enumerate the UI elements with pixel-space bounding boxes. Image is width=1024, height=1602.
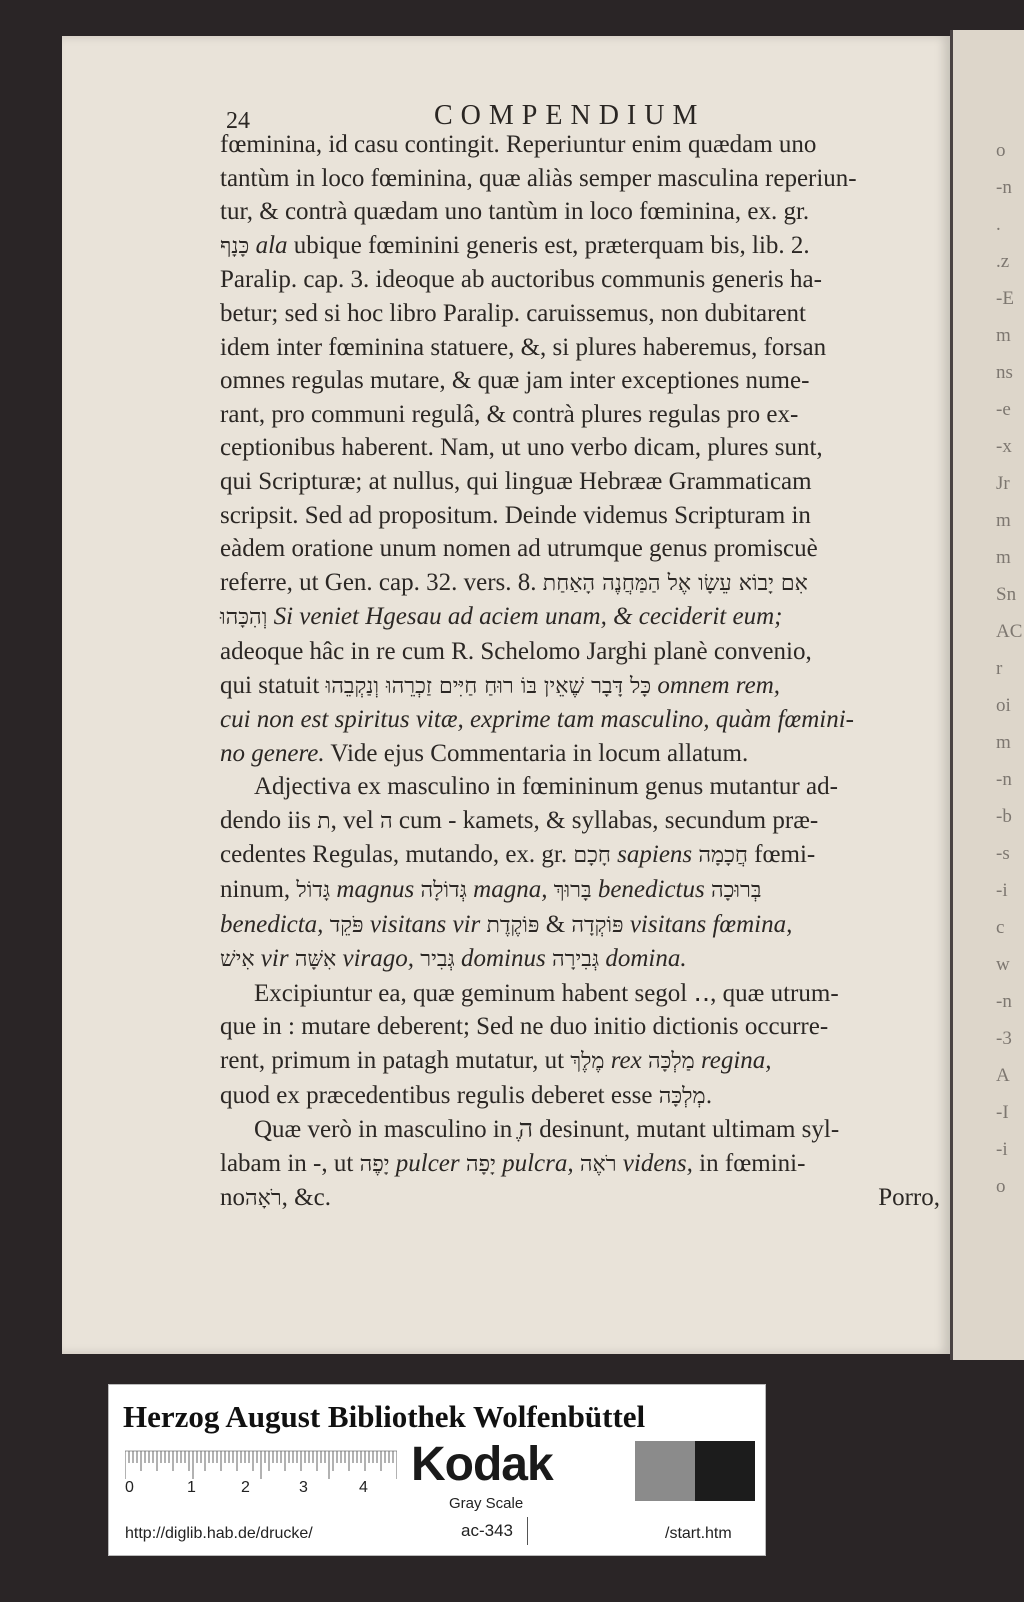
margin-fragment: -x: [996, 436, 1012, 457]
italic-gloss: pulcra,: [502, 1149, 574, 1177]
text-line: rent, primum in patagh mutatur, ut: [220, 1047, 565, 1075]
text-line: omnes regulas mutare, & quæ jam inter exceptiones nume-: [220, 367, 810, 395]
margin-fragment: -i: [996, 1139, 1008, 1160]
margin-fragment: m: [996, 325, 1011, 346]
hebrew-phrase: אִם יָבוֹא עֵשָׂו אֶל הַמַּחֲנֶה הָאַחַת: [542, 570, 808, 596]
hebrew-word: יָפֶה: [359, 1151, 390, 1177]
hebrew-word: אִשָּׁה: [294, 947, 337, 973]
text-line: no: [220, 1184, 245, 1212]
margin-fragment: Sn: [996, 584, 1017, 605]
margin-fragment: Jr: [996, 473, 1010, 494]
text-line: fœminina, id casu contingit. Reperiuntur enim quædam uno: [220, 131, 817, 158]
text-line: Quæ verò in masculino in ֶה desinunt, mutant ultimam syl-: [254, 1116, 840, 1144]
ruler-label: 1: [187, 1479, 196, 1496]
text-line: fœmi-: [754, 841, 816, 869]
text-line: ubique fœminini generis est, præterquam bis, lib. 2.: [293, 231, 810, 259]
italic-gloss: benedicta,: [220, 910, 324, 938]
margin-fragment: -E: [996, 288, 1014, 309]
margin-fragment: c: [996, 917, 1005, 938]
italic-gloss: dominus: [461, 945, 546, 973]
text-line: , vel: [330, 806, 374, 834]
italic-gloss: virago,: [342, 945, 415, 973]
italic-gloss: sapiens: [617, 841, 693, 869]
text-line: rant, pro communi regulâ, & contrà plures regulas pro ex-: [220, 400, 799, 428]
hebrew-word: בָּרוּךְ: [553, 878, 592, 904]
hebrew-word: רֹאֶה: [579, 1151, 617, 1177]
margin-fragment: -n: [996, 991, 1012, 1012]
margin-fragment: A: [996, 1065, 1010, 1086]
italic-gloss: magna,: [473, 876, 548, 904]
italic-gloss: benedictus: [597, 876, 705, 904]
text-line: dendo iis: [220, 806, 311, 834]
margin-fragment: -3: [996, 1028, 1012, 1049]
library-name: Herzog August Bibliothek Wolfenbüttel: [123, 1399, 646, 1434]
margin-fragment: ns: [996, 362, 1013, 383]
text-line: , &c.: [281, 1184, 331, 1212]
hebrew-word: בְּרוּכָה: [710, 878, 762, 904]
text-line: qui statuit: [220, 671, 320, 699]
text-line: scripsit. Sed ad propositum. Deinde videmus Scripturam in: [220, 501, 811, 529]
margin-fragment: AC: [996, 621, 1023, 642]
kodak-logo: Kodak: [411, 1438, 553, 1491]
ruler-label: 4: [359, 1479, 368, 1496]
margin-fragment: -e: [996, 399, 1011, 420]
margin-fragment: w: [996, 954, 1010, 975]
hebrew-word: חָכָם: [573, 843, 611, 869]
margin-fragment: -i: [996, 880, 1008, 901]
body-text: [220, 128, 940, 1216]
margin-fragment: -n: [996, 769, 1012, 790]
margin-fragment: m: [996, 732, 1011, 753]
text-line: Adjectiva ex masculino in fœmininum genus mutantur ad-: [254, 773, 838, 801]
text-line: &: [545, 910, 566, 938]
italic-gloss: no genere.: [220, 739, 325, 767]
italic-gloss: visitans fœmina,: [629, 910, 793, 938]
margin-fragment: m: [996, 547, 1011, 568]
ruler-label: 3: [299, 1479, 308, 1496]
catchword: Porro,: [878, 1184, 940, 1212]
italic-gloss: rex: [610, 1047, 642, 1075]
text-line: Excipiuntur ea, quæ geminum habent segol ‥, quæ utrum-: [254, 979, 839, 1007]
text-line: in fœmini-: [699, 1149, 806, 1177]
text-line: labam in ‐, ut: [220, 1149, 354, 1177]
text-line: Paralip. cap. 3. ideoque ab auctoribus communis generis ha-: [220, 266, 822, 294]
italic-gloss: videns,: [622, 1149, 693, 1177]
text-line: Vide ejus Commentaria in locum allatum.: [330, 739, 749, 767]
margin-fragment: r: [996, 658, 1003, 679]
hebrew-word: פּוֹקֶדֶת: [486, 912, 540, 938]
gray-patch-black: [695, 1441, 755, 1501]
page-number: 24: [226, 108, 250, 134]
margin-fragment: o: [996, 1176, 1006, 1197]
ruler-label: 0: [125, 1479, 134, 1496]
text-line: que in : mutare deberent; Sed ne duo initio dictionis occurre-: [220, 1013, 829, 1041]
margin-fragment: oi: [996, 695, 1011, 716]
hebrew-word: מֶלֶךְ: [570, 1049, 605, 1075]
ruler-scale: [125, 1445, 397, 1479]
paragraph: [220, 128, 940, 770]
hebrew-word: מַלְכָּה: [647, 1049, 695, 1075]
hebrew-word: גָּדוֹל: [296, 878, 331, 904]
hebrew-word: חֲכָמָה: [698, 843, 748, 869]
hebrew-word: אִישׁ: [220, 947, 255, 973]
italic-gloss: domina.: [605, 945, 687, 973]
italic-gloss: regina,: [700, 1047, 772, 1075]
text-line: cedentes Regulas, mutando, ex. gr.: [220, 841, 568, 869]
margin-fragment: -I: [996, 1102, 1009, 1123]
text-line: referre, ut Gen. cap. 32. vers. 8.: [220, 568, 537, 596]
text-line: quod ex præcedentibus regulis deberet esse: [220, 1081, 653, 1109]
text-line: cum ‐ kamets, & syllabas, secundum præ-: [398, 806, 819, 834]
facing-page-edge: [950, 30, 1024, 1360]
italic-gloss: magnus: [336, 876, 415, 904]
hebrew-word: פֹּקֵד: [329, 912, 364, 938]
hebrew-letter: ת: [317, 808, 331, 834]
hebrew-word: גְּבִירָה: [551, 947, 600, 973]
hebrew-word: מְלְכָּה.: [658, 1083, 713, 1109]
ruler-label: 2: [241, 1479, 250, 1496]
hebrew-word: רֹאָה: [245, 1186, 282, 1212]
italic-gloss: omnem rem,: [657, 671, 780, 699]
color-target: [108, 1384, 766, 1556]
margin-fragment: .: [996, 214, 1001, 235]
italic-gloss: vir: [260, 945, 289, 973]
paragraph: [220, 977, 940, 1113]
italic-gloss: Si veniet Hgesau ad aciem unam, & ceciderit eum;: [273, 603, 783, 631]
margin-fragment: -b: [996, 806, 1012, 827]
margin-fragment: o: [996, 140, 1006, 161]
hebrew-word: יָפָה: [465, 1151, 496, 1177]
italic-gloss: pulcer: [395, 1149, 460, 1177]
text-line: idem inter fœminina statuere, &, si plures haberemus, forsan: [220, 333, 827, 361]
text-line: ninum,: [220, 876, 291, 904]
text-line: betur; sed si hoc libro Paralip. caruissemus, non dubitarent: [220, 299, 806, 327]
margin-fragment: m: [996, 510, 1011, 531]
gray-scale-label: Gray Scale: [449, 1495, 524, 1512]
text-line: adeoque hâc in re cum R. Schelomo Jarghi planè convenio,: [220, 637, 812, 665]
shelf-id: ac-343: [461, 1521, 513, 1540]
paragraph: [220, 1113, 940, 1216]
hebrew-word: גְּדוֹלָה: [420, 878, 467, 904]
hebrew-word: כָּנָף: [220, 233, 250, 259]
text-line: qui Scripturæ; at nullus, qui linguæ Hebrææ Grammaticam: [220, 467, 812, 495]
hebrew-word: פּוֹקְדָה: [571, 912, 624, 938]
running-title: COMPENDIUM: [434, 100, 706, 131]
text-line: tantùm in loco fœminina, quæ aliàs semper masculina reperiun-: [220, 164, 857, 192]
paragraph: [220, 770, 940, 977]
italic-gloss: cui non est spiritus vitæ, exprime tam masculino, quàm fœmini-: [220, 706, 854, 734]
gray-patch-white: [579, 1441, 635, 1501]
hebrew-phrase: כָּל דָּבָר שֶׁאֵין בּוֹ רוּחַ חַיִּים זַכְרֵהוּ וְנַקְבֵהוּ: [325, 673, 652, 699]
divider: [527, 1517, 528, 1545]
text-line: eàdem oratione unum nomen ad utrumque genus promiscuè: [220, 535, 818, 563]
margin-fragment: .z: [996, 251, 1010, 272]
italic-gloss: ala: [255, 231, 288, 259]
margin-fragment: -n: [996, 177, 1012, 198]
hebrew-word: וְהִכָּהוּ: [220, 605, 268, 631]
hebrew-word: גְּבִיר: [420, 947, 455, 973]
margin-fragment: -s: [996, 843, 1010, 864]
url-left: http://diglib.hab.de/drucke/: [125, 1525, 313, 1542]
hebrew-letter: ה: [379, 808, 393, 834]
gray-patch-mid: [635, 1441, 695, 1501]
text-line: tur, & contrà quædam uno tantùm in loco fœminina, ex. gr.: [220, 198, 810, 226]
text-line: ceptionibus haberent. Nam, ut uno verbo dicam, plures sunt,: [220, 434, 823, 462]
url-right: /start.htm: [665, 1525, 732, 1542]
italic-gloss: visitans vir: [369, 910, 481, 938]
